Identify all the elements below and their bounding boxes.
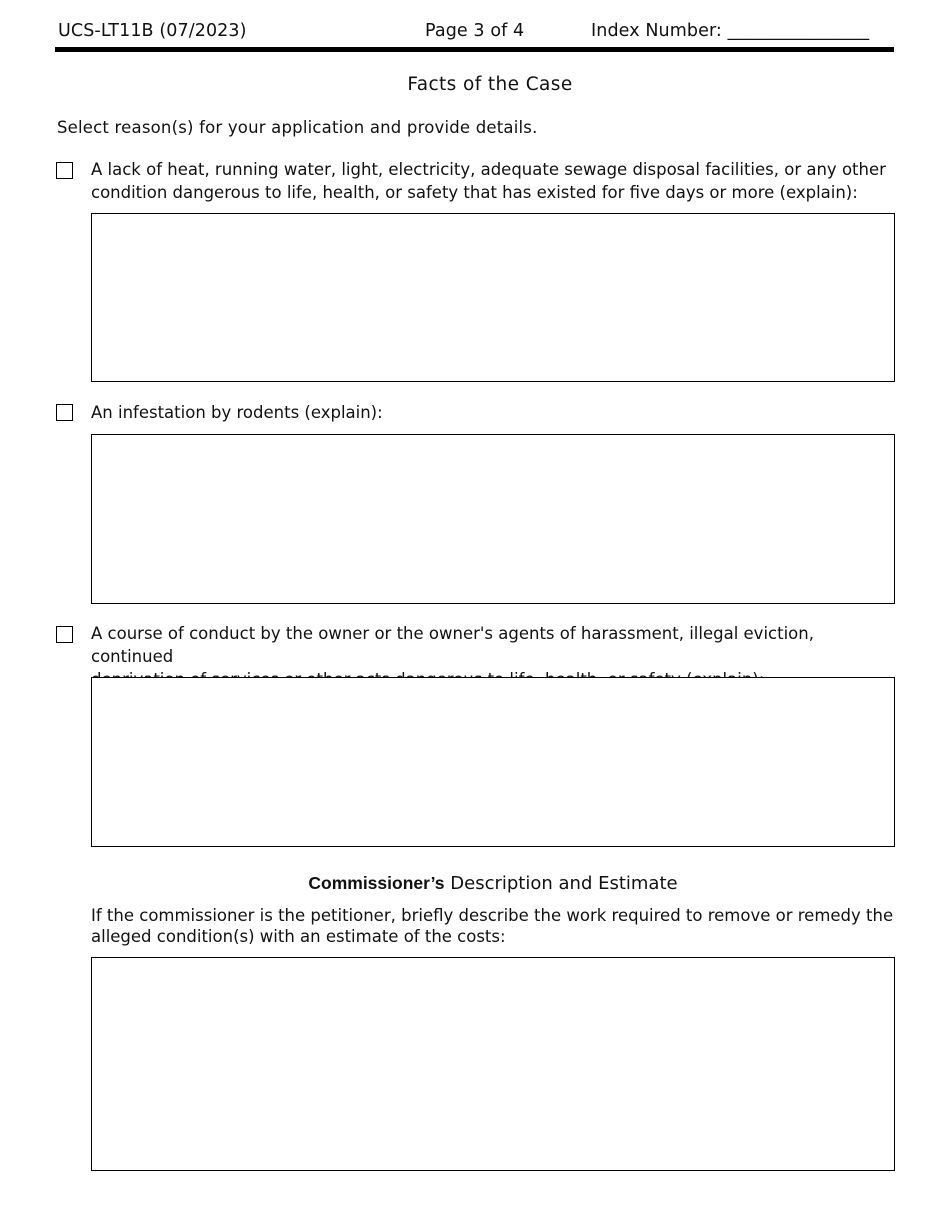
reason-1-line-2: condition dangerous to life, health, or safety that has existed for five days or more (explain): [91,183,858,202]
reason-1-explanation-field[interactable] [91,213,895,382]
reason-2-label [91,401,901,424]
index-number-label: Index Number: ________________ [591,21,870,41]
commissioner-section-title [0,873,950,894]
commissioner-estimate-field[interactable] [91,957,895,1171]
commissioner-line-2: alleged condition(s) with an estimate of the costs: [91,927,506,946]
page-number: Page 3 of 4 [425,21,525,41]
page-title: Facts of the Case [407,74,573,95]
reason-1-label [91,158,901,204]
reason-2-line-1: An infestation by rodents (explain): [91,403,383,422]
commissioner-title-bold: Commissioner’s [308,873,445,893]
reason-2-explanation-field[interactable] [91,434,895,604]
reason-2-checkbox[interactable] [56,404,73,421]
reason-1-checkbox[interactable] [56,162,73,179]
commissioner-instructions [91,905,901,947]
reason-3-explanation-field[interactable] [91,677,895,847]
form-id: UCS-LT11B (07/2023) [58,21,247,41]
header-divider [55,47,894,52]
commissioner-title-rest: Description and Estimate [450,873,678,894]
reason-1-line-1: A lack of heat, running water, light, electricity, adequate sewage disposal facilities, or any other [91,160,886,179]
reason-3-checkbox[interactable] [56,626,73,643]
reason-3-line-1: A course of conduct by the owner or the owner's agents of harassment, illegal eviction, continued [91,624,814,666]
commissioner-line-1: If the commissioner is the petitioner, briefly describe the work required to remove or remedy the [91,906,894,925]
instruction-text: Select reason(s) for your application and provide details. [57,118,538,137]
